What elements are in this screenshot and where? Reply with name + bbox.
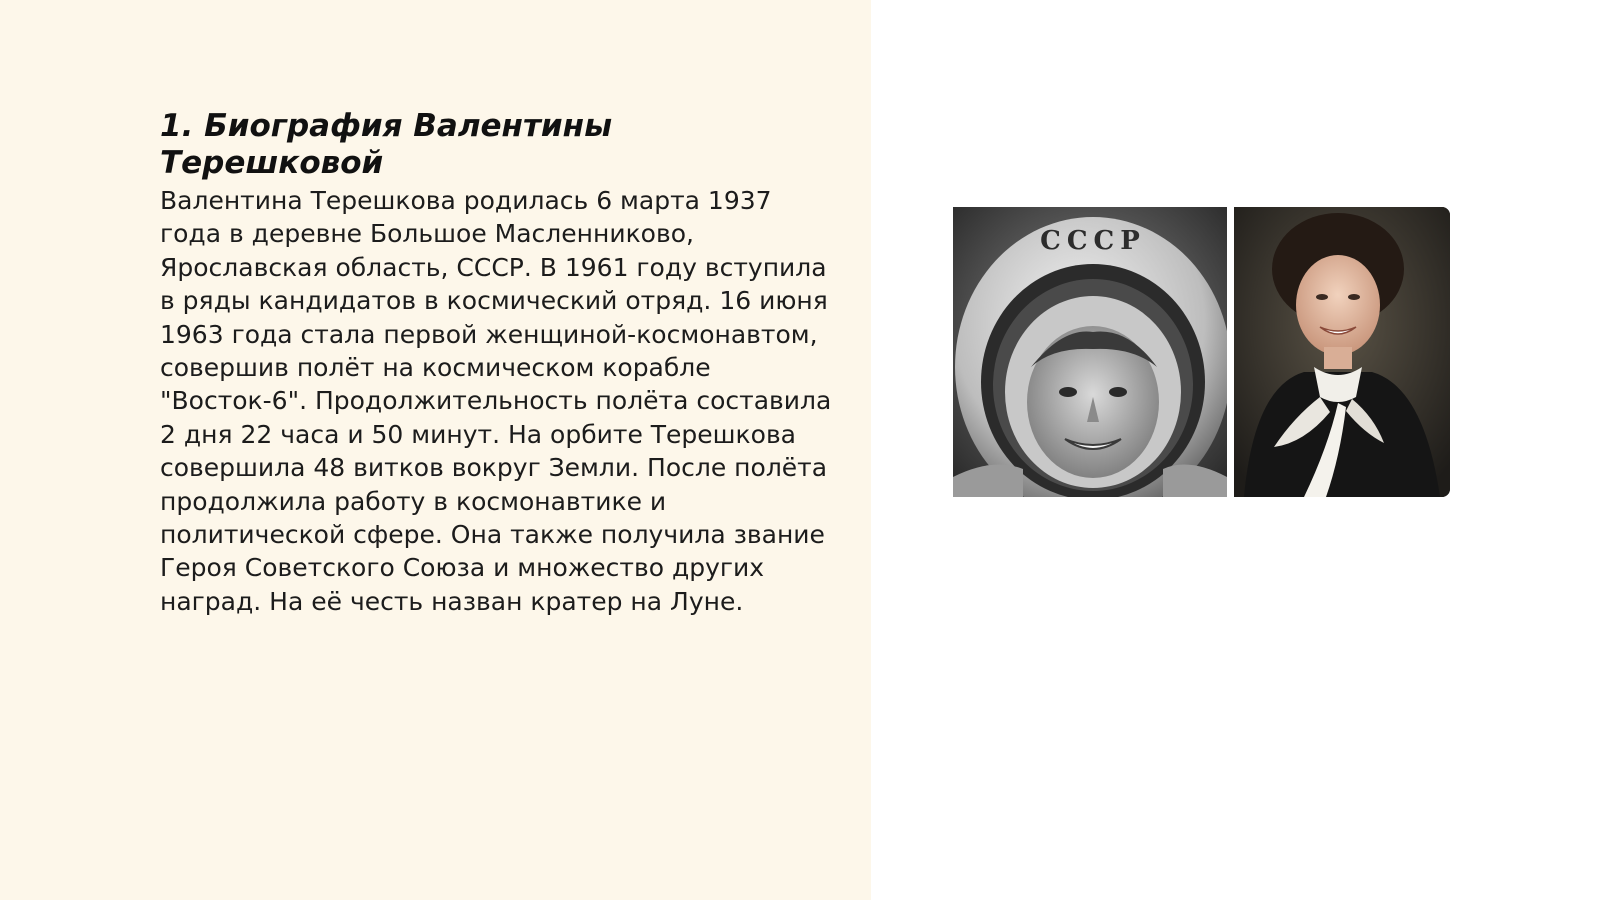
slide-title: 1. Биография Валентины Терешковой (160, 108, 613, 181)
cosmonaut-helmet-photo (953, 207, 1227, 497)
biography-text: Валентина Терешкова родилась 6 марта 1937 года в деревне Большое Масленниково, Ярославская область, СССР. В 1961 году вступила в ряды кандидатов в космический отряд. 16 июня 1963 года стала первой женщиной-космонавтом, совершив полёт на космическом корабле "Восток-6". Продолжительность полёта составила 2 дня 22 часа и 50 минут. На орбите Терешкова совершила 48 витков вокруг Земли. После полёта продолжила работу в космонавтике и политической сфере. Она также получила звание Героя Советского Союза и множество других наград. На её честь назван кратер на Луне. (160, 186, 832, 616)
portrait-image (1234, 207, 1450, 497)
portrait-photo (1234, 207, 1450, 497)
cosmonaut-helmet-image (953, 207, 1227, 497)
helmet-lettering: СССР (1040, 226, 1146, 256)
